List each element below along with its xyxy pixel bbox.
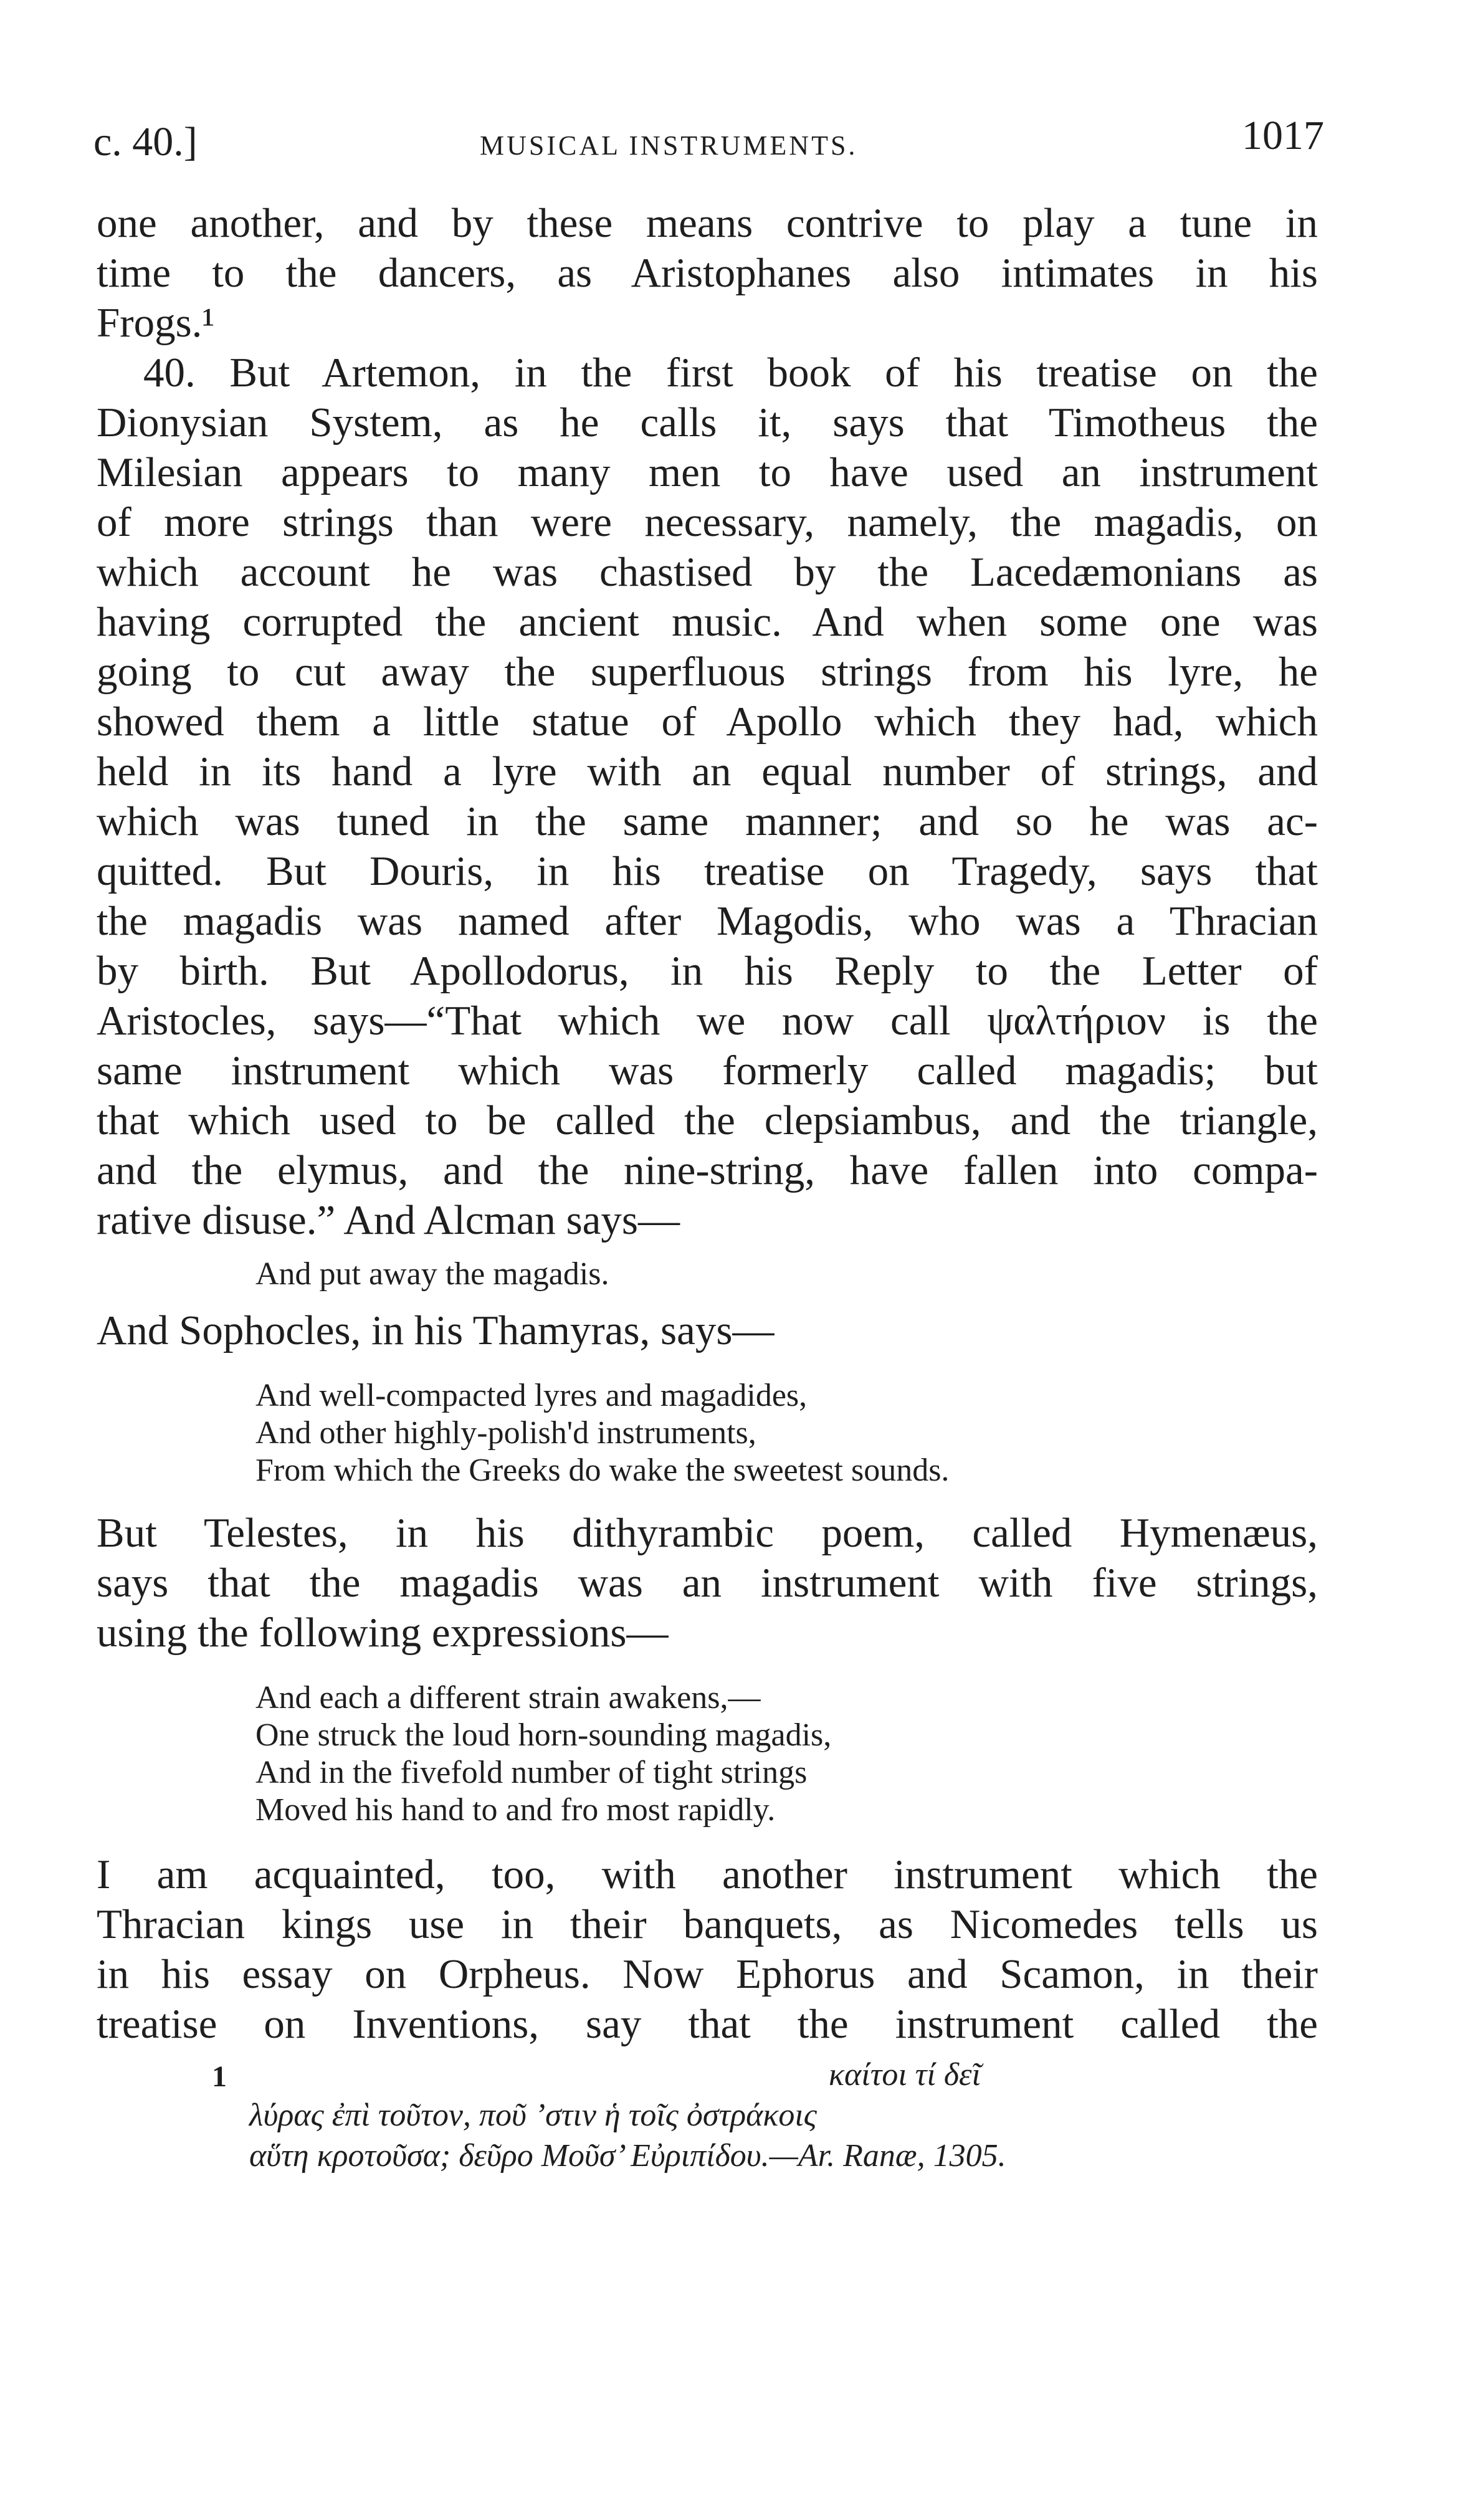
text-line: And Sophocles, in his Thamyras, says—	[97, 1307, 775, 1353]
text-line: Frogs.¹	[97, 300, 215, 346]
text-line: Thracian kings use in their banquets, as Nicomedes tells us	[97, 1901, 1318, 1947]
verse-line: One struck the loud horn-sounding magadis,	[255, 1717, 832, 1753]
verse-line: And put away the magadis.	[255, 1256, 609, 1292]
text-line: showed them a little statue of Apollo which they had, which	[97, 699, 1318, 745]
text-line: says that the magadis was an instrument with five strings,	[97, 1560, 1318, 1606]
page-number: 1017	[1242, 113, 1324, 158]
text-line: Dionysian System, as he calls it, says that Timotheus the	[97, 399, 1318, 446]
text-line: held in its hand a lyre with an equal number of strings, and	[97, 748, 1318, 795]
footnote-line: καίτοι τί δεῖ	[829, 2057, 981, 2093]
footnote-line: λύρας ἐπὶ τοῦτον, ποῦ ’στιν ἡ τοῖς ὀστράκοις	[249, 2098, 817, 2133]
text-line: by birth. But Apollodorus, in his Reply to the Letter of	[97, 948, 1318, 994]
text-line: of more strings than were necessary, namely, the magadis, on	[97, 499, 1318, 545]
text-line: which account he was chastised by the Lacedæmonians as	[97, 549, 1318, 595]
text-line: treatise on Inventions, say that the instrument called the	[97, 2001, 1318, 2047]
text-line: that which used to be called the clepsiambus, and the triangle,	[97, 1097, 1318, 1143]
paragraph-start-line: 40. But Artemon, in the first book of his treatise on the	[143, 350, 1318, 396]
verse-line: And each a different strain awakens,—	[255, 1680, 761, 1716]
running-header	[93, 112, 1324, 174]
text-line: Aristocles, says—“That which we now call ψαλτήριον is the	[97, 998, 1318, 1044]
text-line: I am acquainted, too, with another instrument which the	[97, 1851, 1318, 1897]
text-line: But Telestes, in his dithyrambic poem, called Hymenæus,	[97, 1510, 1318, 1556]
verse-line: And other highly-polish'd instruments,	[255, 1415, 756, 1451]
footnote-line: αὕτη κροτοῦσα; δεῦρο Μοῦσ’ Εὐριπίδου.—Ar. Ranæ, 1305.	[249, 2138, 1006, 2174]
text-line: quitted. But Douris, in his treatise on Tragedy, says that	[97, 848, 1318, 894]
verse-line: From which the Greeks do wake the sweetest sounds.	[255, 1453, 950, 1488]
text-line: rative disuse.” And Alcman says—	[97, 1197, 680, 1243]
verse-line: And well-compacted lyres and magadides,	[255, 1378, 808, 1413]
text-line: same instrument which was formerly called magadis; but	[97, 1048, 1318, 1094]
running-title: MUSICAL INSTRUMENTS.	[480, 130, 858, 161]
text-line: going to cut away the superfluous strings from his lyre, he	[97, 649, 1318, 695]
verse-line: Moved his hand to and fro most rapidly.	[255, 1792, 776, 1828]
text-line: the magadis was named after Magodis, who was a Thracian	[97, 898, 1318, 944]
footnote-number: 1	[212, 2060, 227, 2093]
text-line: having corrupted the ancient music. And when some one was	[97, 599, 1318, 645]
text-line: in his essay on Orpheus. Now Ephorus and Scamon, in their	[97, 1951, 1318, 1997]
text-line: Milesian appears to many men to have used an instrument	[97, 449, 1318, 495]
chapter-reference: c. 40.]	[93, 119, 198, 165]
text-line: and the elymus, and the nine-string, have fallen into compa-	[97, 1147, 1318, 1193]
text-line: one another, and by these means contrive to play a tune in	[97, 200, 1318, 246]
text-line: time to the dancers, as Aristophanes also intimates in his	[97, 250, 1318, 296]
verse-line: And in the fivefold number of tight strings	[255, 1755, 808, 1790]
text-line: using the following expressions—	[97, 1610, 669, 1656]
text-line: which was tuned in the same manner; and so he was ac-	[97, 798, 1318, 844]
